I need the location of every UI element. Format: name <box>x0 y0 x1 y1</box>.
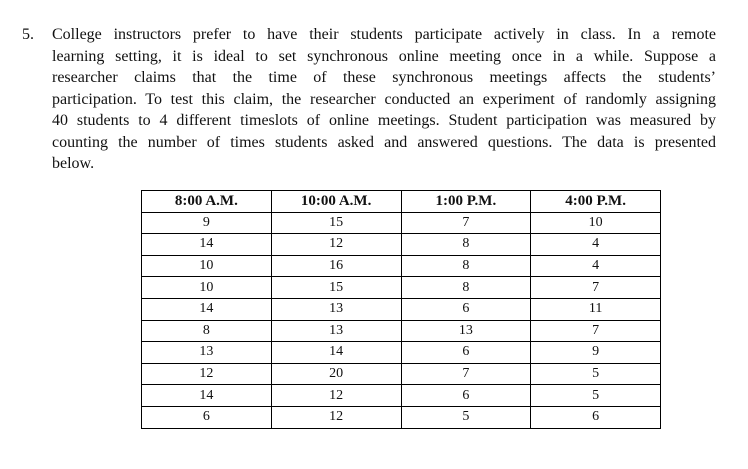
column-header-1pm: 1:00 P.M. <box>401 191 531 213</box>
table-row <box>142 320 661 342</box>
question-line: below. <box>52 155 95 172</box>
table-row <box>142 363 661 385</box>
column-header-4pm: 4:00 P.M. <box>531 191 661 213</box>
table-cell: 14 <box>142 298 272 320</box>
table-cell: 13 <box>271 298 401 320</box>
table-cell: 10 <box>142 277 272 299</box>
table-row <box>142 385 661 407</box>
table-cell: 7 <box>531 320 661 342</box>
table-cell: 16 <box>271 255 401 277</box>
table-cell: 8 <box>142 320 272 342</box>
table-cell: 5 <box>401 406 531 428</box>
table-cell: 9 <box>531 342 661 364</box>
column-header-10am: 10:00 A.M. <box>271 191 401 213</box>
question-line: 40 students to 4 different timeslots of online meetings. Student participation was measured by <box>52 112 716 129</box>
table-cell: 8 <box>401 234 531 256</box>
question-number: 5. <box>22 26 34 43</box>
table-cell: 13 <box>401 320 531 342</box>
table-cell: 11 <box>531 298 661 320</box>
table-cell: 6 <box>142 406 272 428</box>
table-cell: 7 <box>401 212 531 234</box>
table-cell: 5 <box>531 385 661 407</box>
question-line: participation. To test this claim, the researcher conducted an experiment of randomly assigning <box>52 90 716 108</box>
table-cell: 8 <box>401 277 531 299</box>
table-row <box>142 234 661 256</box>
table-row <box>142 342 661 364</box>
table-cell: 14 <box>271 342 401 364</box>
table-cell: 7 <box>401 363 531 385</box>
table-cell: 10 <box>142 255 272 277</box>
table-cell: 12 <box>271 234 401 256</box>
table-cell: 14 <box>142 234 272 256</box>
table-cell: 20 <box>271 363 401 385</box>
table-cell: 5 <box>531 363 661 385</box>
table-cell: 13 <box>271 320 401 342</box>
table-cell: 15 <box>271 277 401 299</box>
table-cell: 9 <box>142 212 272 234</box>
participation-data-table <box>141 190 661 429</box>
table-cell: 12 <box>142 363 272 385</box>
question-line: College instructors prefer to have their students participate actively in class. In a remote <box>52 26 716 43</box>
table-cell: 12 <box>271 385 401 407</box>
table-cell: 8 <box>401 255 531 277</box>
question-line: learning setting, it is ideal to set synchronous online meeting once in a while. Suppose a <box>52 47 716 65</box>
table-row <box>142 298 661 320</box>
table-cell: 6 <box>401 342 531 364</box>
table-cell: 4 <box>531 255 661 277</box>
question-line: researcher claims that the time of these synchronous meetings affects the students’ <box>52 69 716 86</box>
question-text <box>52 24 716 175</box>
table-cell: 14 <box>142 385 272 407</box>
table-header-row <box>142 191 661 213</box>
table-cell: 7 <box>531 277 661 299</box>
column-header-8am: 8:00 A.M. <box>142 191 272 213</box>
table-cell: 13 <box>142 342 272 364</box>
table-row <box>142 212 661 234</box>
table-cell: 10 <box>531 212 661 234</box>
table-cell: 4 <box>531 234 661 256</box>
table-row <box>142 277 661 299</box>
table-cell: 12 <box>271 406 401 428</box>
table-cell: 6 <box>401 298 531 320</box>
table-row <box>142 406 661 428</box>
table-cell: 6 <box>401 385 531 407</box>
question-line: counting the number of times students asked and answered questions. The data is presented <box>52 133 716 151</box>
table-row <box>142 255 661 277</box>
table-cell: 15 <box>271 212 401 234</box>
table-cell: 6 <box>531 406 661 428</box>
